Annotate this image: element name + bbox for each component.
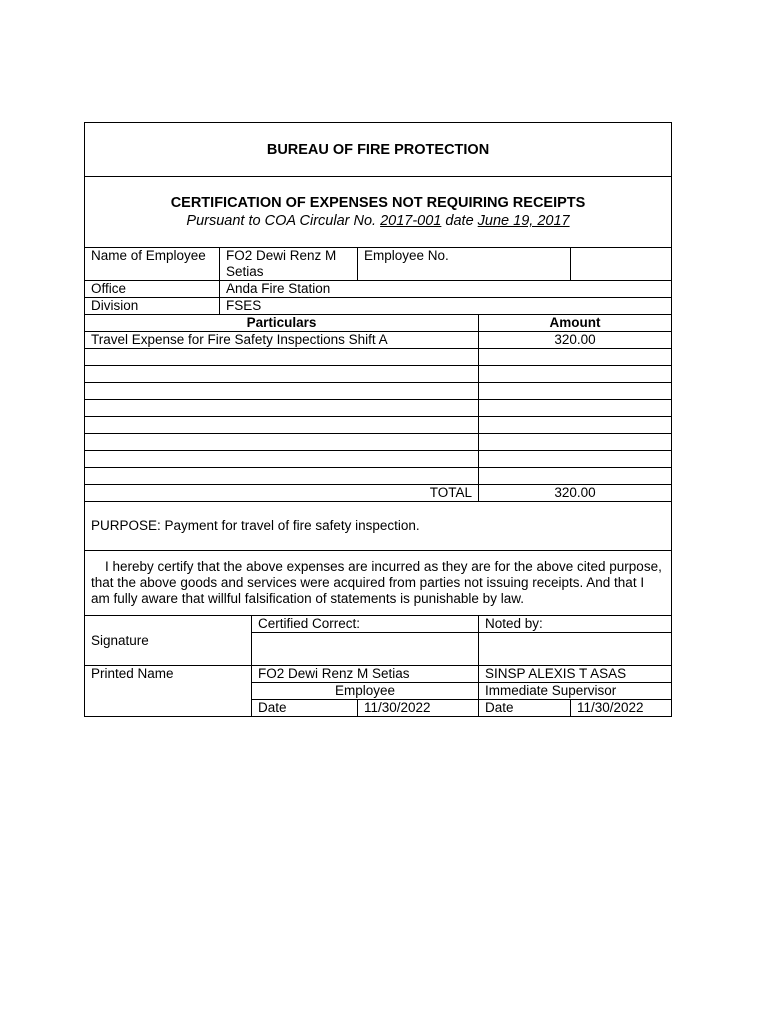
office-label: Office <box>85 281 220 298</box>
noted-by-label: Noted by: <box>479 616 672 633</box>
employee-role: Employee <box>252 683 479 700</box>
particulars-header: Particulars <box>85 315 479 332</box>
amount-cell <box>479 468 672 485</box>
employee-no-value <box>571 248 672 281</box>
circular-prefix: Pursuant to COA Circular No. <box>186 213 377 229</box>
certification-subtitle <box>186 213 569 229</box>
total-label: TOTAL <box>85 485 479 502</box>
particular-row <box>85 468 672 485</box>
supervisor-signature-field[interactable] <box>479 633 672 666</box>
circular-date-label: date <box>445 213 474 229</box>
amount-cell <box>479 400 672 417</box>
employee-no-label: Employee No. <box>358 248 571 281</box>
particular-row <box>85 417 672 434</box>
blank-cell <box>85 700 252 717</box>
circular-date: June 19, 2017 <box>477 213 570 229</box>
expense-certification-form <box>84 122 671 717</box>
amount-cell: 320.00 <box>479 332 672 349</box>
bureau-title: BUREAU OF FIRE PROTECTION <box>85 123 672 177</box>
employee-name-label: Name of Employee <box>85 248 220 281</box>
amount-cell <box>479 349 672 366</box>
particular-cell <box>85 451 479 468</box>
particular-cell <box>85 468 479 485</box>
employee-signature-field[interactable] <box>252 633 479 666</box>
particular-row <box>85 332 672 349</box>
employee-name-line1: FO2 Dewi Renz M <box>226 248 337 263</box>
particular-cell <box>85 417 479 434</box>
purpose-text: PURPOSE: Payment for travel of fire safety inspection. <box>85 502 672 551</box>
certification-heading <box>85 177 672 248</box>
amount-cell <box>479 417 672 434</box>
amount-cell <box>479 451 672 468</box>
division-label: Division <box>85 298 220 315</box>
particular-row <box>85 383 672 400</box>
printed-name-label: Printed Name <box>85 666 252 683</box>
employee-printed-name: FO2 Dewi Renz M Setias <box>252 666 479 683</box>
particular-cell: Travel Expense for Fire Safety Inspections Shift A <box>85 332 479 349</box>
particular-cell <box>85 383 479 400</box>
certify-statement: I hereby certify that the above expenses are incurred as they are for the above cited purpose, that the above goods and services were acquired from parties not issuing receipts. And that I am fully aware that willful falsification of statements is punishable by law. <box>85 551 672 616</box>
office-value: Anda Fire Station <box>220 281 672 298</box>
amount-header: Amount <box>479 315 672 332</box>
employee-date-label: Date <box>252 700 358 717</box>
supervisor-printed-name: SINSP ALEXIS T ASAS <box>479 666 672 683</box>
signature-label: Signature <box>85 633 252 666</box>
particular-row <box>85 349 672 366</box>
particular-row <box>85 366 672 383</box>
particular-row <box>85 451 672 468</box>
particular-cell <box>85 349 479 366</box>
supervisor-role: Immediate Supervisor <box>479 683 672 700</box>
certification-title: CERTIFICATION OF EXPENSES NOT REQUIRING RECEIPTS <box>170 195 586 211</box>
particular-cell <box>85 434 479 451</box>
supervisor-date-value: 11/30/2022 <box>571 700 672 717</box>
particular-cell <box>85 400 479 417</box>
total-value: 320.00 <box>479 485 672 502</box>
division-value: FSES <box>220 298 672 315</box>
employee-date-value: 11/30/2022 <box>358 700 479 717</box>
amount-cell <box>479 434 672 451</box>
blank-cell <box>85 683 252 700</box>
blank-cell <box>85 616 252 633</box>
amount-cell <box>479 366 672 383</box>
form-table <box>84 122 672 717</box>
particular-row <box>85 400 672 417</box>
employee-name-value <box>220 248 358 281</box>
supervisor-date-label: Date <box>479 700 571 717</box>
amount-cell <box>479 383 672 400</box>
circular-number: 2017-001 <box>380 213 442 229</box>
certified-correct-label: Certified Correct: <box>252 616 479 633</box>
particular-cell <box>85 366 479 383</box>
employee-name-line2: Setias <box>226 264 264 279</box>
particular-row <box>85 434 672 451</box>
